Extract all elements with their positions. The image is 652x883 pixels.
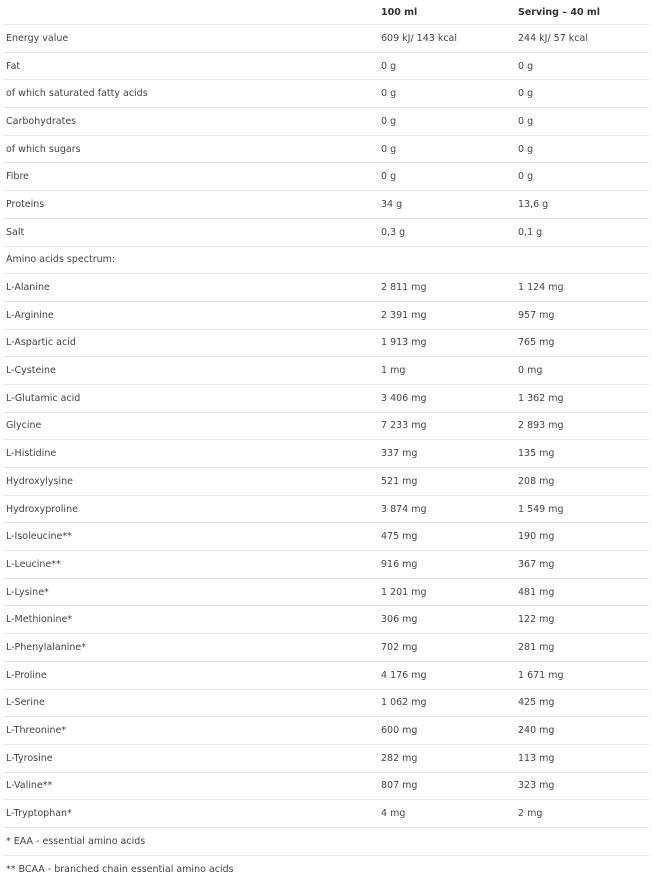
table-row	[3, 773, 649, 801]
table-row	[3, 274, 649, 302]
serving-value: 1 362 mg	[518, 392, 564, 404]
per-100ml-value: 600 mg	[381, 725, 418, 737]
per-100ml-value: 282 mg	[381, 752, 418, 764]
nutrient-name: L-Valine**	[6, 780, 53, 792]
nutrient-name: Energy value	[6, 32, 69, 44]
table-row	[3, 80, 649, 108]
table-row	[3, 191, 649, 219]
per-100ml-value: 306 mg	[381, 614, 418, 626]
nutrient-name: L-Aspartic acid	[6, 337, 76, 349]
table-row	[3, 385, 649, 413]
table-row	[3, 413, 649, 441]
per-100ml-value: 0 g	[381, 88, 397, 100]
per-100ml-value: 4 mg	[381, 808, 406, 820]
per-100ml-value: 702 mg	[381, 641, 418, 653]
per-100ml-value: 916 mg	[381, 558, 418, 570]
nutrient-name: L-Proline	[6, 669, 47, 681]
table-footnotes	[3, 828, 649, 883]
nutrient-name: of which saturated fatty acids	[6, 88, 148, 100]
nutrient-name: Hydroxyproline	[6, 503, 78, 515]
table-row	[3, 496, 649, 524]
per-100ml-value: 1 201 mg	[381, 586, 427, 598]
serving-value: 208 mg	[518, 475, 555, 487]
header-per-100ml: 100 ml	[381, 6, 418, 18]
serving-value: 2 893 mg	[518, 420, 564, 432]
serving-value: 765 mg	[518, 337, 555, 349]
nutrient-name: Proteins	[6, 198, 45, 210]
table-row	[3, 634, 649, 662]
nutrient-name: L-Alanine	[6, 282, 50, 294]
serving-value: 1 124 mg	[518, 282, 564, 294]
serving-value: 281 mg	[518, 641, 555, 653]
per-100ml-value: 1 913 mg	[381, 337, 427, 349]
nutrient-name: Salt	[6, 226, 25, 238]
serving-value: 113 mg	[518, 752, 555, 764]
nutrient-name: Fat	[6, 60, 21, 72]
serving-value: 0 g	[518, 88, 534, 100]
serving-value: 0 g	[518, 115, 534, 127]
per-100ml-value: 475 mg	[381, 531, 418, 543]
per-100ml-value: 807 mg	[381, 780, 418, 792]
table-row	[3, 302, 649, 330]
per-100ml-value: 0 g	[381, 143, 397, 155]
serving-value: 0,1 g	[518, 226, 543, 238]
per-100ml-value: 0 g	[381, 60, 397, 72]
nutrient-name: Carbohydrates	[6, 115, 77, 127]
table-row	[3, 108, 649, 136]
nutrient-name: Fibre	[6, 171, 29, 183]
serving-value: 0 g	[518, 143, 534, 155]
per-100ml-value: 3 874 mg	[381, 503, 427, 515]
serving-value: 367 mg	[518, 558, 555, 570]
nutrient-name: Hydroxylysine	[6, 475, 73, 487]
per-100ml-value: 521 mg	[381, 475, 418, 487]
serving-value: 240 mg	[518, 725, 555, 737]
serving-value: 122 mg	[518, 614, 555, 626]
table-row	[3, 579, 649, 607]
table-row	[3, 523, 649, 551]
nutrient-name: L-Histidine	[6, 448, 57, 460]
per-100ml-value: 1 mg	[381, 365, 406, 377]
table-row	[3, 745, 649, 773]
per-100ml-value: 3 406 mg	[381, 392, 427, 404]
nutrient-name: Glycine	[6, 420, 42, 432]
per-100ml-value: 4 176 mg	[381, 669, 427, 681]
footnote-row	[3, 856, 649, 883]
serving-value: 0 mg	[518, 365, 543, 377]
nutrient-name: L-Phenylalanine*	[6, 641, 86, 653]
per-100ml-value: 609 kJ/ 143 kcal	[381, 32, 458, 44]
table-row	[3, 690, 649, 718]
per-100ml-value: 0,3 g	[381, 226, 406, 238]
table-body	[3, 25, 649, 828]
nutrient-name: L-Cysteine	[6, 365, 56, 377]
footnote-text: ** BCAA - branched chain essential amino acids	[6, 863, 234, 875]
per-100ml-value: 0 g	[381, 171, 397, 183]
table-row	[3, 25, 649, 53]
serving-value: 1 671 mg	[518, 669, 564, 681]
serving-value: 1 549 mg	[518, 503, 564, 515]
serving-value: 2 mg	[518, 808, 543, 820]
header-serving: Serving – 40 ml	[518, 6, 601, 18]
nutrient-name: L-Isoleucine**	[6, 531, 72, 543]
table-row	[3, 551, 649, 579]
nutrition-table	[3, 0, 649, 883]
table-row	[3, 717, 649, 745]
footnote-text: * EAA - essential amino acids	[6, 835, 146, 847]
nutrient-name: L-Methionine*	[6, 614, 73, 626]
footnote-row	[3, 828, 649, 856]
nutrient-name: L-Leucine**	[6, 558, 61, 570]
table-row	[3, 219, 649, 247]
nutrient-name: L-Serine	[6, 697, 45, 709]
serving-value: 481 mg	[518, 586, 555, 598]
table-row	[3, 606, 649, 634]
serving-value: 13,6 g	[518, 198, 549, 210]
serving-value: 0 g	[518, 171, 534, 183]
table-row	[3, 440, 649, 468]
per-100ml-value: 34 g	[381, 198, 403, 210]
per-100ml-value: 7 233 mg	[381, 420, 427, 432]
nutrient-name: L-Tyrosine	[6, 752, 53, 764]
serving-value: 135 mg	[518, 448, 555, 460]
serving-value: 957 mg	[518, 309, 555, 321]
per-100ml-value: 2 391 mg	[381, 309, 427, 321]
nutrient-name: of which sugars	[6, 143, 81, 155]
table-row	[3, 247, 649, 275]
table-row	[3, 330, 649, 358]
table-row	[3, 800, 649, 828]
serving-value: 0 g	[518, 60, 534, 72]
table-row	[3, 163, 649, 191]
table-row	[3, 357, 649, 385]
serving-value: 425 mg	[518, 697, 555, 709]
per-100ml-value: 1 062 mg	[381, 697, 427, 709]
nutrient-name: L-Tryptophan*	[6, 808, 72, 820]
per-100ml-value: 2 811 mg	[381, 282, 427, 294]
serving-value: 244 kJ/ 57 kcal	[518, 32, 588, 44]
per-100ml-value: 0 g	[381, 115, 397, 127]
nutrient-name: L-Lysine*	[6, 586, 49, 598]
per-100ml-value: 337 mg	[381, 448, 418, 460]
nutrient-name: Amino acids spectrum:	[6, 254, 116, 266]
nutrient-name: L-Arginine	[6, 309, 54, 321]
serving-value: 323 mg	[518, 780, 555, 792]
table-row	[3, 468, 649, 496]
table-header-row	[3, 0, 649, 25]
serving-value: 190 mg	[518, 531, 555, 543]
table-row	[3, 662, 649, 690]
nutrient-name: L-Glutamic acid	[6, 392, 81, 404]
table-row	[3, 136, 649, 164]
nutrient-name: L-Threonine*	[6, 725, 67, 737]
table-row	[3, 53, 649, 81]
